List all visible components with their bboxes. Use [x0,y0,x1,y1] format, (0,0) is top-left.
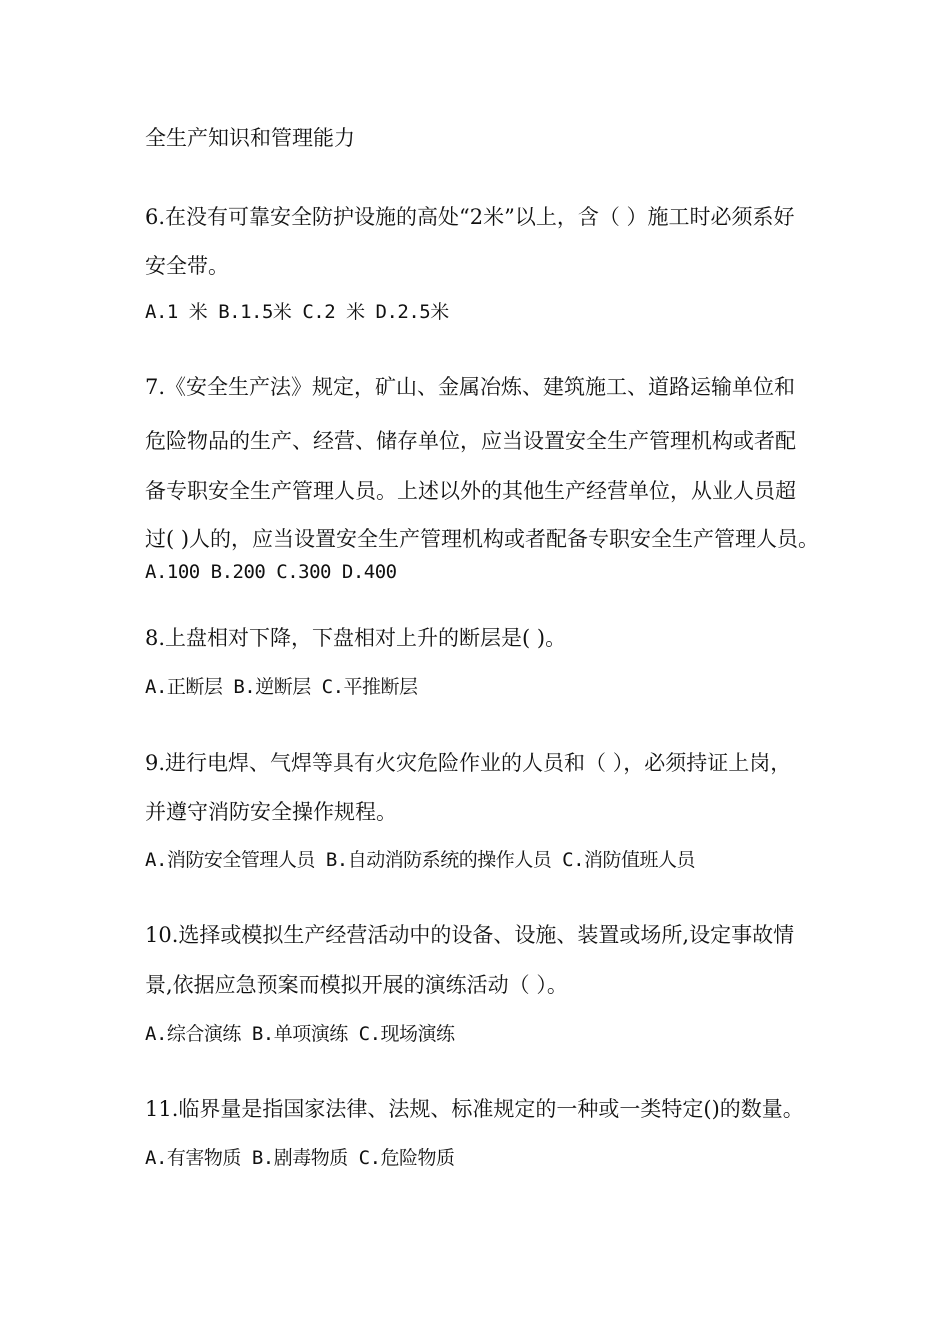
question-11-options: A.有害物质 B.剧毒物质 C.危险物质 [145,1147,455,1169]
question-7-text-cont-1: 危险物品的生产、经营、储存单位，应当设置安全生产管理机构或者配 [145,429,796,453]
question-9-text: 9.进行电焊、气焊等具有火灾危险作业的人员和（ ），必须持证上岗， [145,751,792,775]
continued-text: 全生产知识和管理能力 [145,126,355,150]
question-9-text-cont: 并遵守消防安全操作规程。 [145,800,397,824]
question-6-text: 6.在没有可靠安全防护设施的高处“2米”以上，含（ ）施工时必须系好 [145,205,795,229]
question-9-options: A.消防安全管理人员 B.自动消防系统的操作人员 C.消防值班人员 [145,849,696,871]
question-8-options: A.正断层 B.逆断层 C.平推断层 [145,676,418,698]
question-6-options: A.1 米 B.1.5米 C.2 米 D.2.5米 [145,301,449,323]
question-7-options: A.100 B.200 C.300 D.400 [145,561,397,583]
question-6-text-cont: 安全带。 [145,254,229,278]
question-11-text: 11.临界量是指国家法律、法规、标准规定的一种或一类特定()的数量。 [145,1097,804,1121]
question-7-text-cont-3: 过( )人的，应当设置安全生产管理机构或者配备专职安全生产管理人员。 [145,527,820,551]
question-10-text-cont: 景,依据应急预案而模拟开展的演练活动（ ）。 [145,973,568,997]
question-10-options: A.综合演练 B.单项演练 C.现场演练 [145,1023,455,1045]
question-8-text: 8.上盘相对下降，下盘相对上升的断层是( )。 [145,626,567,650]
question-10-text: 10.选择或模拟生产经营活动中的设备、设施、装置或场所,设定事故情 [145,923,795,947]
question-7-text-cont-2: 备专职安全生产管理人员。上述以外的其他生产经营单位，从业人员超 [145,479,796,503]
question-7-text: 7.《安全生产法》规定，矿山、金属冶炼、建筑施工、道路运输单位和 [145,375,796,399]
